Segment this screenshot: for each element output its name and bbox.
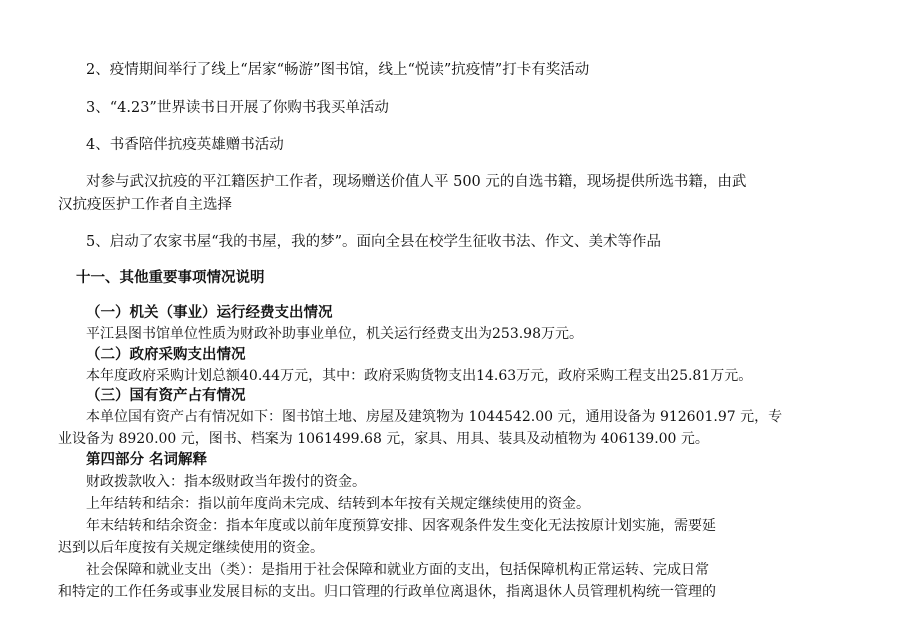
- term-4-text-line-1: 社会保障和就业支出（类）：是指用于社会保障和就业方面的支出，包括保障机构正常运转、完成日常: [86, 562, 709, 578]
- item-3-text: 3、“4.23”世界读书日开展了你购书我买单活动: [86, 100, 389, 116]
- item-2-text: 2、疫情期间举行了线上“居家“畅游”图书馆，线上“悦读”抗疫情”打卡有奖活动: [86, 62, 590, 78]
- section-11-heading: 十一、其他重要事项情况说明: [76, 270, 265, 286]
- item-4-description-line-1: 对参与武汉抗疫的平江籍医护工作者，现场赠送价值人平 500 元的自选书籍，现场提供所选书籍，由武: [86, 174, 747, 190]
- subsection-3-heading: （三）国有资产占有情况: [86, 388, 246, 404]
- term-4-text-line-2: 和特定的工作任务或事业发展目标的支出。归口管理的行政单位离退休，指离退休人员管理机构统一管理的: [58, 584, 716, 600]
- subsection-1-text: 平江县图书馆单位性质为财政补助事业单位，机关运行经费支出为253.98万元。: [86, 326, 583, 342]
- term-3-text-line-1: 年末结转和结余资金：指本年度或以前年度预算安排、因客观条件发生变化无法按原计划实施，需要延: [86, 518, 716, 534]
- subsection-3-text-line-2: 业设备为 8920.00 元，图书、档案为 1061499.68 元，家具、用具、装具及动植物为 406139.00 元。: [58, 431, 709, 447]
- term-3-text-line-2: 迟到以后年度按有关规定继续使用的资金。: [58, 540, 324, 556]
- subsection-2-heading: （二）政府采购支出情况: [86, 347, 246, 363]
- part-4-heading: 第四部分 名词解释: [86, 452, 208, 468]
- subsection-3-text-line-1: 本单位国有资产占有情况如下：图书馆土地、房屋及建筑物为 1044542.00 元，通用设备为 912601.97 元，专: [86, 409, 783, 425]
- term-2-text: 上年结转和结余：指以前年度尚未完成、结转到本年按有关规定继续使用的资金。: [86, 496, 590, 512]
- subsection-1-heading: （一）机关（事业）运行经费支出情况: [86, 305, 333, 321]
- term-1-text: 财政拨款收入：指本级财政当年拨付的资金。: [86, 474, 366, 490]
- item-4-description-line-2: 汉抗疫医护工作者自主选择: [58, 197, 232, 213]
- subsection-2-text: 本年度政府采购计划总额40.44万元，其中：政府采购货物支出14.63万元，政府采购工程支出25.81万元。: [86, 368, 753, 384]
- item-5-text: 5、启动了农家书屋“我的书屋，我的梦”。面向全县在校学生征收书法、作文、美术等作品: [86, 234, 662, 250]
- item-4-text: 4、书香陪伴抗疫英雄赠书活动: [86, 137, 284, 153]
